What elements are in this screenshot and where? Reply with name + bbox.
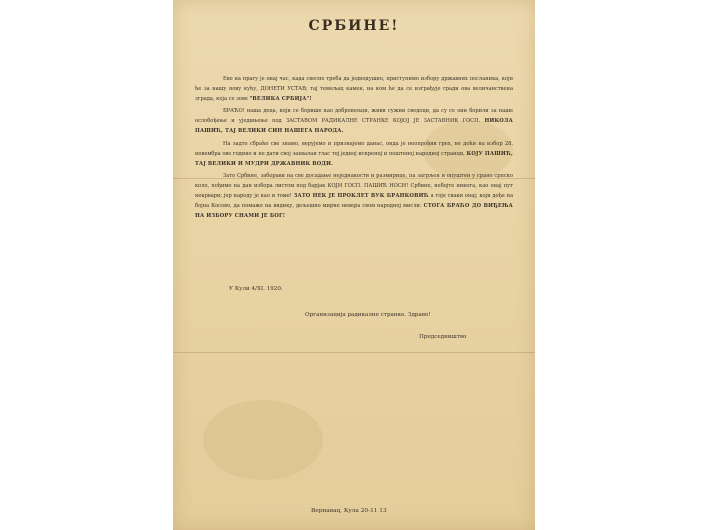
paragraph-4-tail: а тоје сваки онај; који дође на бојна Косово, да помаже на видику, дељешно мирне невера свом народној мисли: <box>195 193 514 210</box>
paragraph-1-text: Ево на прагу је онај час, када свесно треба да једнодушно, приступимо избору државних посланика, који ће за нашу нову кућу, ДОНЕТИ УСТАВ; тај темељац камен, на ком ће да се изграђује гради ова величанствена зграда, која се зове <box>195 76 513 103</box>
flyer-sheet <box>173 0 535 530</box>
paragraph-2-emphasis: НИКОЛА ПАШИЋ, ТАЈ ВЕЛИКИ СИН НАШЕГА НАРОДА. <box>195 118 513 135</box>
paragraph-4-closing-emphasis: СТОГА БРАЋО ДО ВИЂЕЊА НА ИЗБОРУ СНАМИ ЈЕ БОГ! <box>195 203 513 220</box>
paragraph-3-emphasis: КОЈУ ПАШИЋ, ТАЈ ВЕЛИКИ И МУДРИ ДРЖАВНИК ВОДИ. <box>195 150 514 167</box>
closing-line: Организација радикалне странке. Здраво! <box>305 312 431 318</box>
paragraph-1-emphasis: "ВЕЛИКА СРБИЈА"! <box>249 96 312 103</box>
paper-fold-line <box>173 352 535 353</box>
flyer-body <box>195 74 513 223</box>
date-line: У Кули 4/XI. 1920. <box>229 286 283 292</box>
paragraph-4-emphasis: ЗАТО НЕК ЈЕ ПРОКЛЕТ ВУК БРАНКОВИЋ <box>293 193 429 200</box>
paragraph-3 <box>195 139 513 169</box>
paper-stain <box>203 400 323 480</box>
paragraph-2-text: БРАЋО! наша деца, који се борише као добровољци, живи сужни сведоци, да су се они борили за наше ослобођење и уједињење под ЗАСТАВОМ РАДИКАЛНЕ СТРАНКЕ КОЈОЈ ЈЕ ЗАСТАВНИК ГОСП. <box>195 108 513 125</box>
paragraph-4-text: Зато Србине, заборави на све досадање неједнакости и размирице, па загрљен и опуштен у срано српско коло, пођимо на дан избора листом под барјак КОЈИ ГОСП. ПАШИЋ НОСИ! Србине, небојте никога, као онај пут некрвари; јер народу је као и томе! <box>195 172 513 200</box>
paragraph-4 <box>195 171 513 221</box>
committee-signature: Председништво <box>419 334 467 340</box>
flyer-title: СРБИНЕ! <box>308 18 400 34</box>
printer-imprint: Вернавац, Кула 20-11 13 <box>311 508 387 514</box>
paragraph-3-text: На задто сбраћо све знамо, верујемо и признајемо данас, онда је неопрођив грех, не доћи на избор 28. новембра ове године и не дати свој захвалан глас тој једној искреној и поштеној народној странци, <box>195 140 513 157</box>
paragraph-1 <box>195 74 513 104</box>
paragraph-2 <box>195 106 513 136</box>
